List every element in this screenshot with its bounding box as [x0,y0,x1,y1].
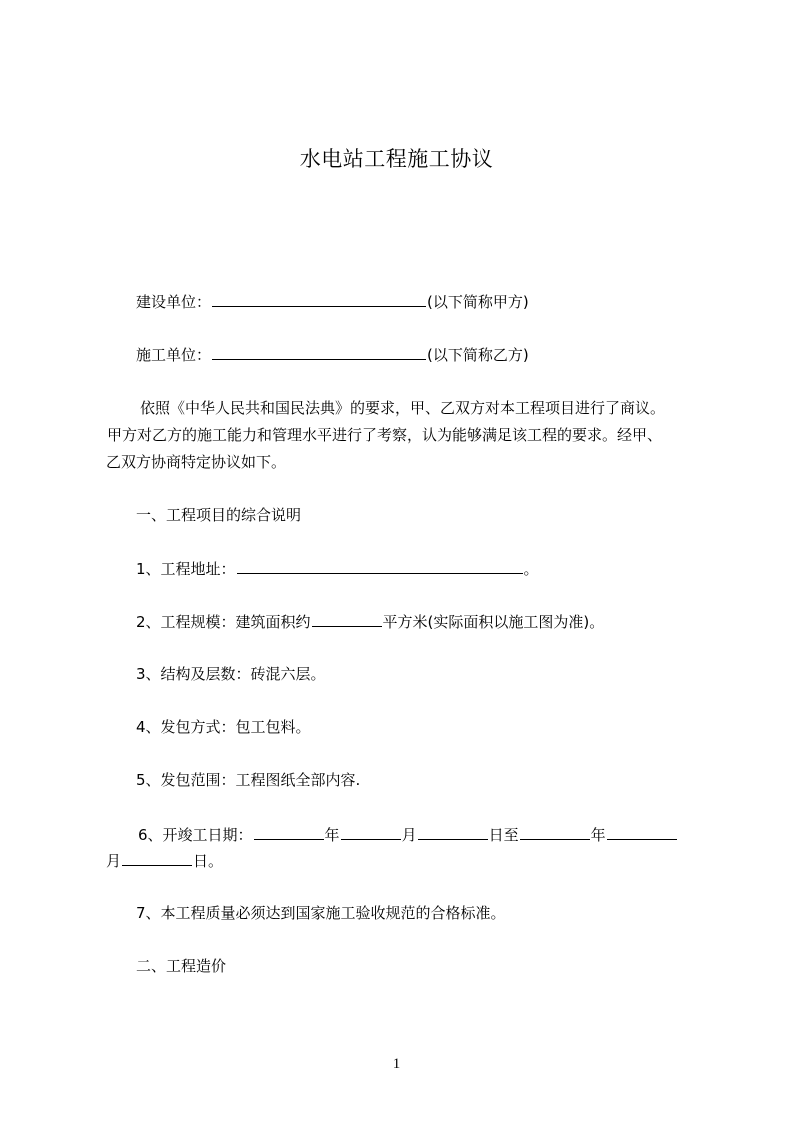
end-day-label: 日。 [193,852,224,870]
area-blank[interactable] [312,611,382,627]
party-b-label: 施工单位： [136,346,212,364]
document-title: 水电站工程施工协议 [299,147,494,171]
end-day-blank[interactable] [122,850,192,866]
party-b-line [136,344,529,365]
start-year-blank[interactable] [254,824,324,840]
item-2-unit: 平方米(实际面积以施工图为准)。 [382,613,605,631]
start-year-label: 年 [324,826,340,844]
preamble-line-1: 依照《中华人民共和国民法典》的要求，甲、乙双方对本工程项目进行了商议。 [140,399,666,417]
item-3-structure: 3、结构及层数：砖混六层。 [136,665,326,683]
end-month-blank[interactable] [607,824,677,840]
start-month-blank[interactable] [341,824,401,840]
item-1-label: 1、工程地址： [136,560,236,578]
party-a-line [136,291,529,312]
end-year-label: 年 [590,826,606,844]
section2-heading: 二、工程造价 [136,957,227,975]
address-blank[interactable] [237,558,523,574]
preamble-line-2: 甲方对乙方的施工能力和管理水平进行了考察，认为能够满足该工程的要求。经甲、 [107,426,663,444]
end-year-blank[interactable] [520,824,590,840]
item-1-address [136,558,539,579]
item-5-scope: 5、发包范围：工程图纸全部内容. [136,771,361,789]
item-1-end: 。 [523,560,539,578]
preamble-line-3: 乙双方协商特定协议如下。 [106,453,287,471]
item-4-contract-mode: 4、发包方式：包工包料。 [136,718,311,736]
item-2-scale [136,611,604,632]
party-a-blank[interactable] [212,291,426,307]
item-2-label: 2、工程规模：建筑面积约 [136,613,311,631]
item-7-quality: 7、本工程质量必须达到国家施工验收规范的合格标准。 [136,904,506,922]
start-month-label: 月 [401,826,417,844]
party-a-note: (以下简称甲方) [427,293,529,311]
page-number: 1 [392,1056,401,1072]
item-6-dates-line-1 [138,824,678,845]
section1-heading: 一、工程项目的综合说明 [136,506,302,524]
start-day-to-label: 日至 [488,826,519,844]
item-6-dates-line-2 [106,850,223,871]
party-a-label: 建设单位： [136,293,212,311]
party-b-blank[interactable] [212,344,426,360]
end-month-label: 月 [106,852,122,870]
start-day-blank[interactable] [418,824,488,840]
party-b-note: (以下简称乙方) [427,346,529,364]
item-6-label: 6、开竣工日期： [138,826,253,844]
